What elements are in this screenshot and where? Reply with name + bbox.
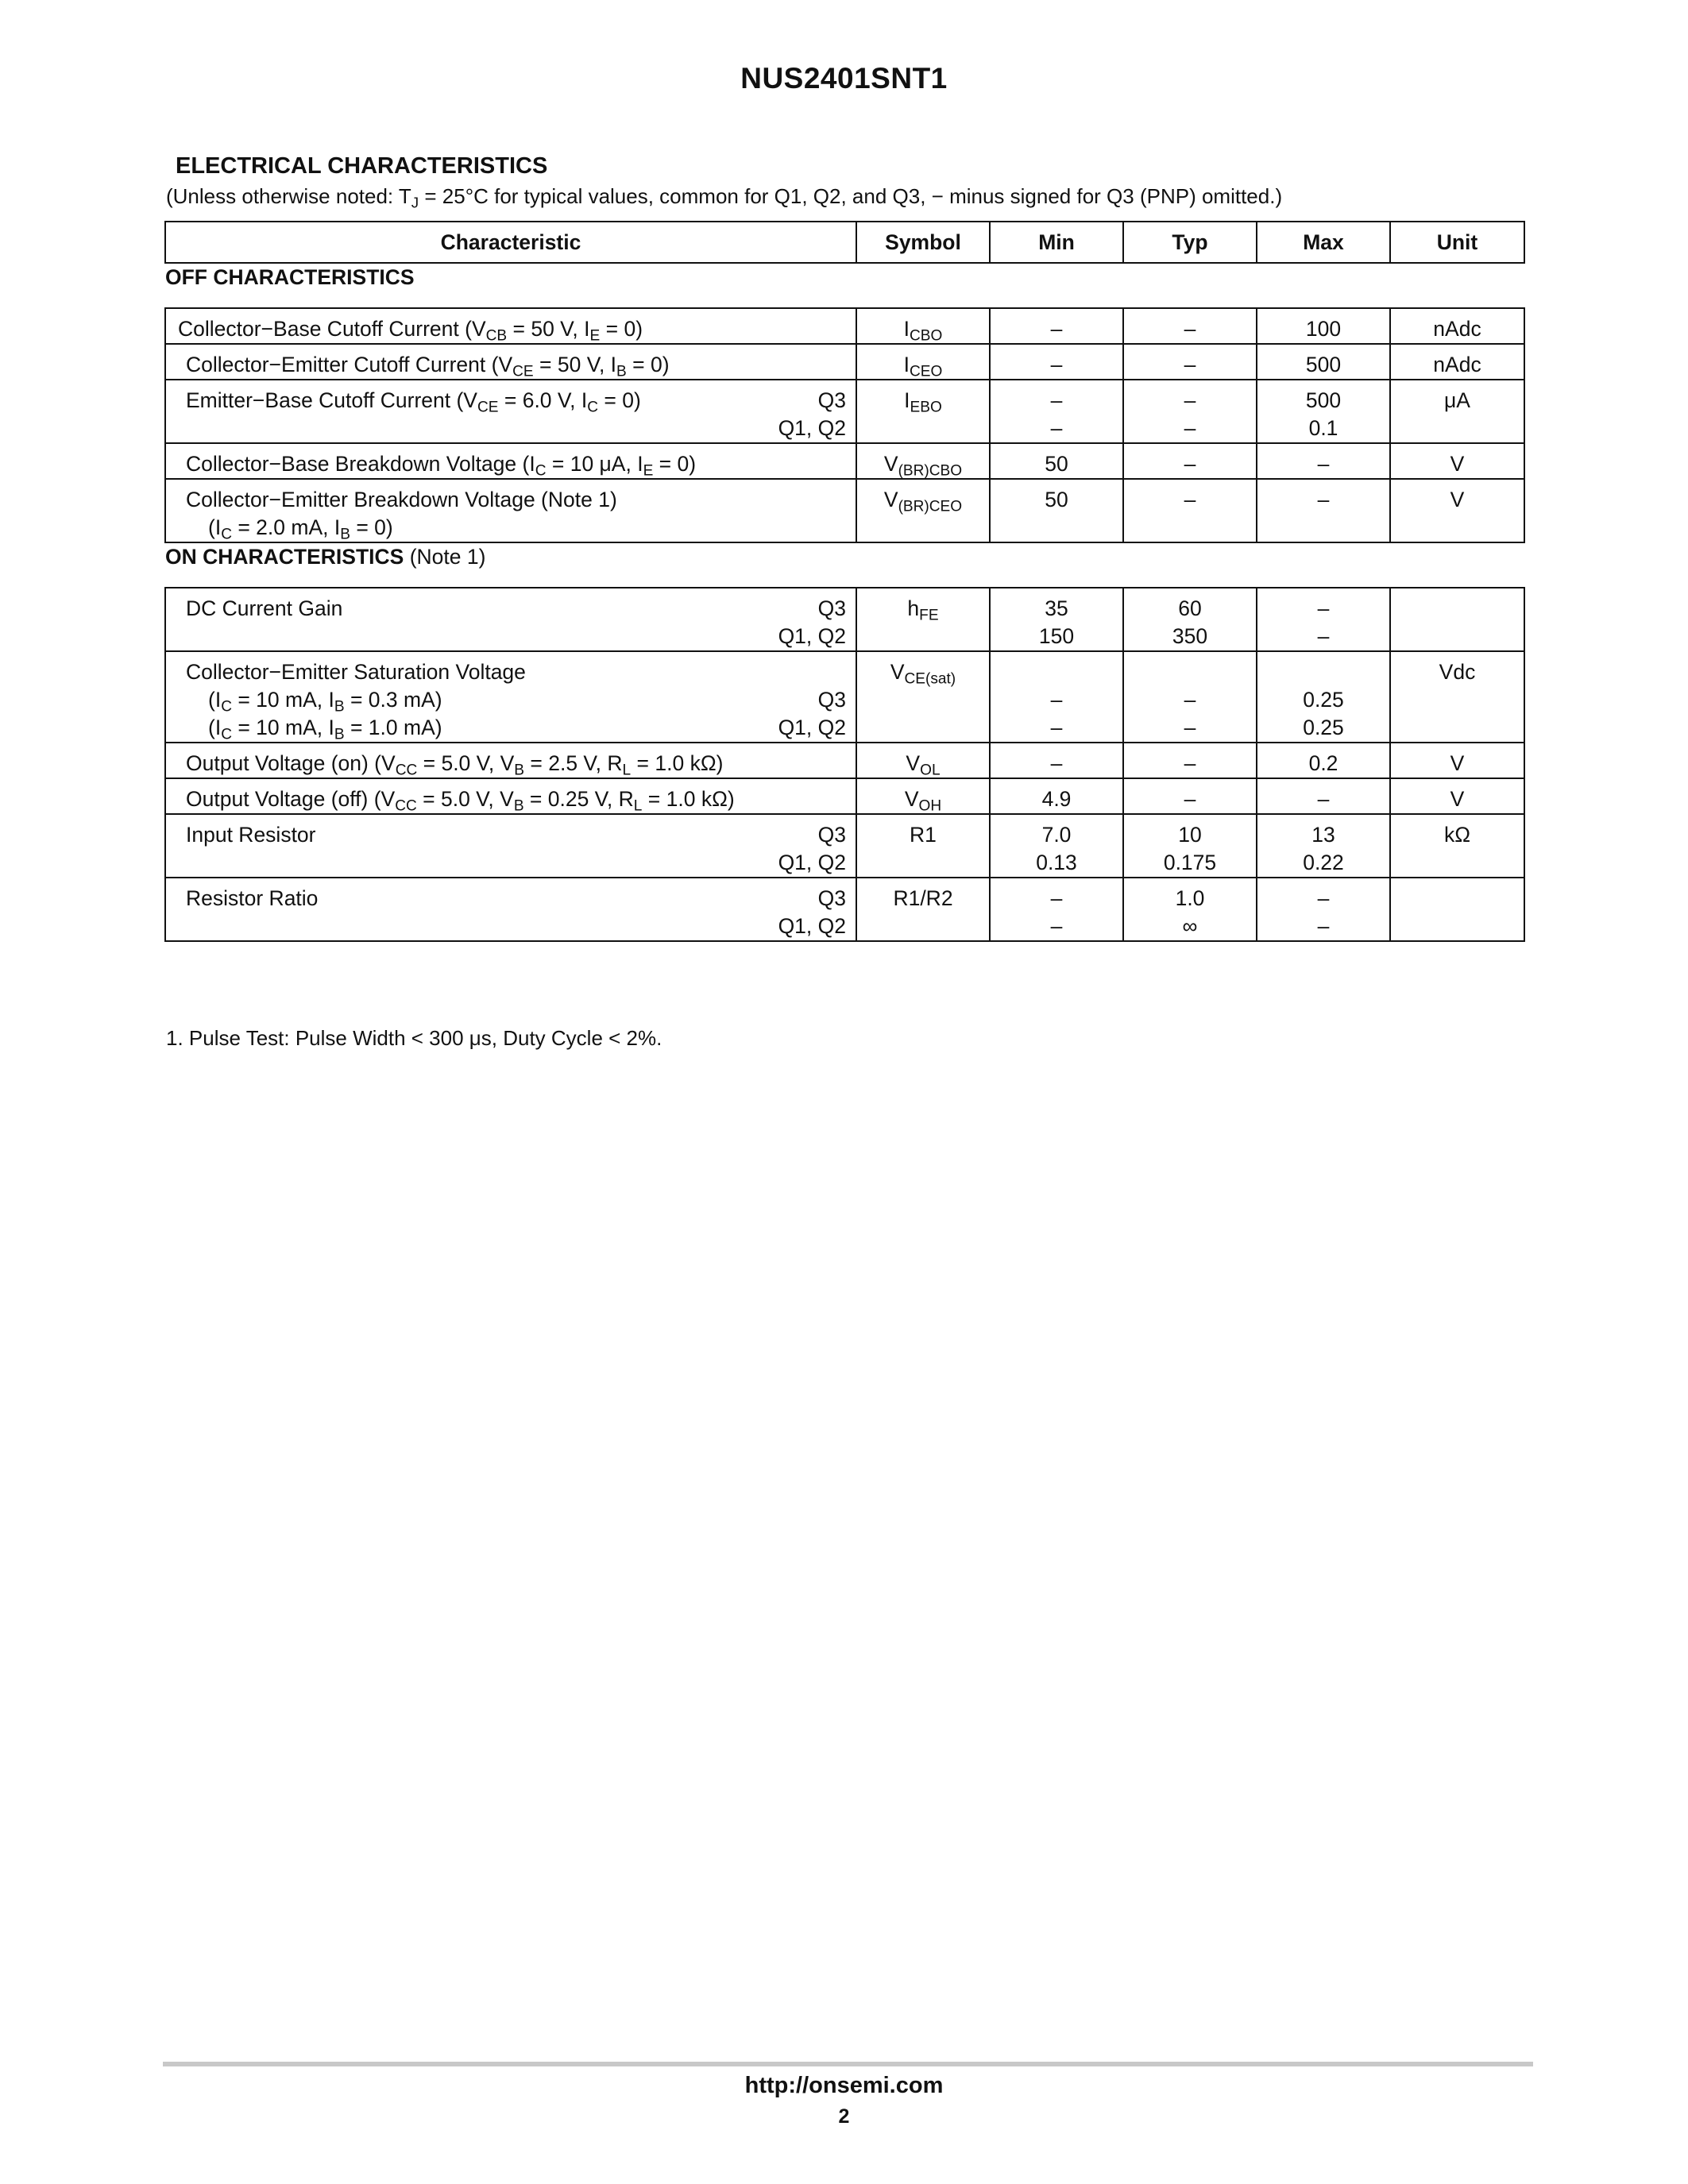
row-icbo-typ: [1123, 308, 1257, 344]
table-row: [165, 651, 1524, 743]
subscript: L: [633, 797, 643, 815]
row-vol-max: [1257, 743, 1390, 778]
typ-value: ∞: [1182, 914, 1198, 938]
max-value: 100: [1305, 317, 1342, 341]
table-row: [165, 380, 1524, 443]
row-hfe-min: [990, 588, 1123, 651]
text-run: = 0): [626, 353, 670, 376]
typ-value: 0.175: [1163, 851, 1217, 874]
text-run: = 10 mA, I: [231, 716, 334, 739]
device-tag: Q3: [817, 886, 846, 910]
text-run: I: [903, 353, 910, 376]
section-title-suffix: (Note 1): [404, 545, 486, 569]
row-icbo-unit: nAdc: [1390, 308, 1524, 344]
row-vol-unit: V: [1390, 743, 1524, 778]
row-voh-typ: [1123, 778, 1257, 814]
section-title: [165, 542, 1524, 588]
characteristic-line: [186, 486, 846, 514]
row-iceo-unit: nAdc: [1390, 344, 1524, 380]
text-run: I: [903, 317, 910, 341]
text-run: = 1.0 mA): [344, 716, 442, 739]
characteristic-line: [186, 885, 846, 913]
device-tag: Q1, Q2: [778, 914, 846, 938]
device-tag: Q1, Q2: [778, 716, 846, 739]
typ-value: 350: [1172, 624, 1208, 648]
subscript: (BR)CBO: [898, 462, 963, 480]
table-body: [165, 263, 1524, 941]
row-voh-symbol: [856, 778, 990, 814]
subscript: OL: [920, 762, 941, 779]
row-vbrceo-typ: [1123, 479, 1257, 542]
text-run: (I: [208, 688, 222, 712]
subscript: C: [221, 698, 232, 716]
characteristic-text: [186, 595, 342, 623]
subscript: CE: [512, 363, 534, 380]
section-row: [165, 542, 1524, 588]
characteristic-text: [186, 658, 526, 686]
row-vbrcbo-characteristic: [165, 443, 856, 479]
row-vbrceo-min: [990, 479, 1123, 542]
device-tag: Q1, Q2: [778, 624, 846, 648]
text-run: = 1.0 kΩ): [631, 751, 724, 775]
row-vcesat-typ: [1123, 651, 1257, 743]
subscript: B: [514, 762, 525, 779]
text-run: = 2.5 V, R: [524, 751, 623, 775]
characteristic-text: [186, 821, 316, 849]
section-title: [165, 263, 1524, 308]
row-voh-max: [1257, 778, 1390, 814]
table-row: [165, 743, 1524, 778]
characteristic-line: [186, 714, 846, 742]
row-vol-symbol: [856, 743, 990, 778]
row-icbo-characteristic: [165, 308, 856, 344]
characteristic-line: [178, 315, 846, 343]
text-run: Collector−Emitter Saturation Voltage: [186, 660, 526, 684]
subscript: E: [643, 462, 654, 480]
text-run: Output Voltage (off) (V: [186, 787, 396, 811]
typ-value: 10: [1178, 823, 1202, 847]
subscript: C: [535, 462, 547, 480]
row-r1-max: [1257, 814, 1390, 878]
page-number: 2: [838, 2105, 850, 2128]
table-row: [165, 588, 1524, 651]
row-vbrcbo-max: [1257, 443, 1390, 479]
min-value: 150: [1038, 624, 1075, 648]
min-value: –: [1050, 716, 1063, 739]
row-r1-typ: [1123, 814, 1257, 878]
max-value: 13: [1311, 823, 1335, 847]
conditions-note-pre: (Unless otherwise noted: T: [166, 184, 411, 208]
text-run: V: [883, 452, 898, 476]
header-symbol: Symbol: [856, 222, 990, 263]
text-run: = 0): [653, 452, 697, 476]
typ-value: 1.0: [1175, 886, 1205, 910]
min-value: 0.13: [1036, 851, 1077, 874]
characteristic-line: [186, 351, 846, 379]
row-voh-min: [990, 778, 1123, 814]
text-run: = 1.0 kΩ): [642, 787, 735, 811]
text-run: = 10 mA, I: [231, 688, 334, 712]
characteristic-line: [186, 750, 846, 778]
table-row: [165, 308, 1524, 344]
characteristic-line: [186, 450, 846, 478]
row-hfe-max: [1257, 588, 1390, 651]
min-value: –: [1050, 416, 1063, 440]
max-value: 500: [1305, 353, 1342, 376]
typ-value: –: [1184, 488, 1196, 511]
typ-value: –: [1184, 317, 1196, 341]
row-voh-characteristic: [165, 778, 856, 814]
row-icbo-max: [1257, 308, 1390, 344]
typ-value: 60: [1178, 596, 1202, 620]
subscript: CE: [477, 399, 499, 416]
row-vbrceo-symbol: [856, 479, 990, 542]
text-run: Input Resistor: [186, 823, 316, 847]
table-header-row: [165, 222, 1524, 263]
row-ratio-symbol: [856, 878, 990, 941]
text-run: (I: [208, 716, 222, 739]
row-voh-unit: V: [1390, 778, 1524, 814]
row-vol-typ: [1123, 743, 1257, 778]
text-run: = 0.3 mA): [344, 688, 442, 712]
max-value: 0.25: [1303, 688, 1344, 712]
row-r1-unit: kΩ: [1390, 814, 1524, 878]
min-value: [991, 658, 1122, 686]
text-run: Collector−Base Breakdown Voltage (I: [186, 452, 535, 476]
row-iceo-min: [990, 344, 1123, 380]
device-tag: Q3: [817, 823, 846, 847]
text-run: Collector−Emitter Breakdown Voltage (Note 1): [186, 488, 617, 511]
row-iebo-max: [1257, 380, 1390, 443]
row-vcesat-min: [990, 651, 1123, 743]
typ-value: –: [1184, 688, 1196, 712]
characteristic-line: [186, 595, 846, 623]
min-value: –: [1050, 317, 1063, 341]
conditions-note: [166, 184, 1282, 209]
min-value: –: [1050, 751, 1063, 775]
row-ratio-unit: [1390, 878, 1524, 941]
row-hfe-typ: [1123, 588, 1257, 651]
text-run: V: [904, 787, 919, 811]
min-value: –: [1050, 688, 1063, 712]
min-value: –: [1050, 886, 1063, 910]
max-value: –: [1317, 624, 1330, 648]
row-iebo-typ: [1123, 380, 1257, 443]
row-vol-min: [990, 743, 1123, 778]
characteristic-text: [186, 750, 723, 778]
section-title-text: OFF CHARACTERISTICS: [165, 265, 415, 289]
row-hfe-symbol: [856, 588, 990, 651]
text-run: = 0.25 V, R: [523, 787, 634, 811]
characteristic-line: [186, 913, 846, 940]
row-vbrceo-characteristic: [165, 479, 856, 542]
row-vbrcbo-typ: [1123, 443, 1257, 479]
min-value: –: [1050, 388, 1063, 412]
text-run: = 10 μA, I: [546, 452, 643, 476]
device-tag: Q3: [817, 596, 846, 620]
device-tag: Q1, Q2: [778, 851, 846, 874]
text-run: Resistor Ratio: [186, 886, 319, 910]
max-value: –: [1317, 488, 1330, 511]
text-run: V: [890, 660, 905, 684]
row-vbrcbo-min: [990, 443, 1123, 479]
subscript: L: [622, 762, 632, 779]
header-typ: Typ: [1123, 222, 1257, 263]
text-run: V: [906, 751, 921, 775]
row-hfe-unit: [1390, 588, 1524, 651]
typ-value: –: [1184, 787, 1196, 811]
characteristic-text: [186, 785, 735, 813]
subscript: B: [334, 698, 345, 716]
table-row: [165, 814, 1524, 878]
electrical-characteristics-table: [164, 221, 1525, 942]
characteristic-line: [186, 658, 846, 686]
row-iebo-characteristic: [165, 380, 856, 443]
row-iceo-characteristic: [165, 344, 856, 380]
text-run: = 0): [598, 388, 641, 412]
characteristic-text: [186, 450, 696, 478]
subscript: CC: [395, 762, 418, 779]
characteristic-text: [178, 315, 643, 343]
row-vcesat-unit: Vdc: [1390, 651, 1524, 743]
characteristic-line: [186, 623, 846, 650]
conditions-note-post: = 25°C for typical values, common for Q1, Q2, and Q3, − minus signed for Q3 (PNP) omitted.): [419, 184, 1283, 208]
subscript: B: [334, 726, 345, 743]
subscript: OH: [918, 797, 942, 815]
row-iebo-min: [990, 380, 1123, 443]
header-max: Max: [1257, 222, 1390, 263]
header-characteristic: Characteristic: [165, 222, 856, 263]
row-vbrceo-max: [1257, 479, 1390, 542]
max-value: –: [1317, 886, 1330, 910]
row-icbo-symbol: [856, 308, 990, 344]
row-vol-characteristic: [165, 743, 856, 778]
section-title-text: ON CHARACTERISTICS: [165, 545, 404, 569]
row-iceo-max: [1257, 344, 1390, 380]
max-value: [1257, 658, 1389, 686]
text-run: Output Voltage (on) (V: [186, 751, 396, 775]
subscript: FE: [919, 607, 939, 624]
characteristic-text: [186, 514, 393, 542]
text-run: = 2.0 mA, I: [231, 515, 341, 539]
row-ratio-max: [1257, 878, 1390, 941]
max-value: 0.2: [1308, 751, 1338, 775]
subscript: CEO: [910, 363, 943, 380]
subscript: CE(sat): [904, 670, 956, 688]
subscript: E: [589, 327, 601, 345]
row-hfe-characteristic: [165, 588, 856, 651]
min-value: –: [1050, 353, 1063, 376]
typ-value: –: [1184, 353, 1196, 376]
table-row: [165, 778, 1524, 814]
row-ratio-characteristic: [165, 878, 856, 941]
text-run: (I: [208, 515, 222, 539]
characteristic-text: [186, 885, 318, 913]
text-run: I: [904, 388, 910, 412]
row-vbrcbo-unit: V: [1390, 443, 1524, 479]
header-min: Min: [990, 222, 1123, 263]
row-iebo-symbol: [856, 380, 990, 443]
footnote: 1. Pulse Test: Pulse Width < 300 μs, Duty Cycle < 2%.: [166, 1026, 662, 1050]
text-run: = 50 V, I: [533, 353, 617, 376]
text-run: R1: [910, 823, 937, 847]
subscript: C: [221, 526, 232, 543]
min-value: 50: [1045, 488, 1068, 511]
text-run: = 0): [600, 317, 643, 341]
subscript: (BR)CEO: [898, 498, 963, 515]
max-value: –: [1317, 914, 1330, 938]
max-value: –: [1317, 596, 1330, 620]
row-vcesat-max: [1257, 651, 1390, 743]
subscript: C: [587, 399, 599, 416]
characteristic-line: [186, 514, 846, 542]
text-run: = 0): [350, 515, 393, 539]
section-row: [165, 263, 1524, 308]
subscript: C: [221, 726, 232, 743]
table-row: [165, 479, 1524, 542]
typ-value: –: [1184, 716, 1196, 739]
max-value: 0.1: [1308, 416, 1338, 440]
typ-value: –: [1184, 388, 1196, 412]
max-value: 0.25: [1303, 716, 1344, 739]
row-vbrcbo-symbol: [856, 443, 990, 479]
row-iceo-symbol: [856, 344, 990, 380]
row-r1-min: [990, 814, 1123, 878]
header-unit: Unit: [1390, 222, 1524, 263]
subscript: B: [513, 797, 524, 815]
device-tag: Q3: [817, 688, 846, 712]
typ-value: [1124, 658, 1256, 686]
text-run: DC Current Gain: [186, 596, 343, 620]
min-value: 50: [1045, 452, 1068, 476]
row-vbrceo-unit: V: [1390, 479, 1524, 542]
max-value: 500: [1305, 388, 1342, 412]
subscript: CC: [395, 797, 417, 815]
subscript: CB: [485, 327, 508, 345]
subscript: B: [616, 363, 627, 380]
text-run: = 50 V, I: [507, 317, 590, 341]
characteristic-line: [186, 387, 846, 415]
min-value: –: [1050, 914, 1063, 938]
section-heading: ELECTRICAL CHARACTERISTICS: [176, 153, 548, 179]
text-run: = 6.0 V, I: [498, 388, 588, 412]
characteristic-line: [186, 821, 846, 849]
characteristic-text: [186, 686, 442, 714]
characteristic-text: [186, 387, 641, 415]
conditions-note-sub: J: [411, 194, 419, 211]
row-icbo-min: [990, 308, 1123, 344]
text-run: R1/R2: [893, 886, 953, 910]
page-title: NUS2401SNT1: [740, 62, 948, 95]
text-run: Emitter−Base Cutoff Current (V: [186, 388, 477, 412]
text-run: V: [883, 488, 898, 511]
characteristic-text: [186, 714, 442, 742]
max-value: –: [1317, 787, 1330, 811]
device-tag: Q1, Q2: [778, 416, 846, 440]
row-ratio-min: [990, 878, 1123, 941]
row-iceo-typ: [1123, 344, 1257, 380]
characteristic-text: [186, 351, 670, 379]
text-run: h: [907, 596, 920, 620]
text-run: = 5.0 V, V: [416, 787, 514, 811]
footer-url: http://onsemi.com: [744, 2073, 944, 2098]
max-value: 0.22: [1303, 851, 1344, 874]
typ-value: –: [1184, 416, 1196, 440]
table-row: [165, 443, 1524, 479]
min-value: 7.0: [1041, 823, 1072, 847]
typ-value: –: [1184, 751, 1196, 775]
characteristic-line: [186, 849, 846, 877]
subscript: EBO: [910, 399, 942, 416]
table-row: [165, 878, 1524, 941]
text-run: Collector−Base Cutoff Current (V: [178, 317, 486, 341]
max-value: –: [1317, 452, 1330, 476]
text-run: Collector−Emitter Cutoff Current (V: [186, 353, 513, 376]
table-row: [165, 344, 1524, 380]
row-iebo-unit: μA: [1390, 380, 1524, 443]
row-ratio-typ: [1123, 878, 1257, 941]
typ-value: –: [1184, 452, 1196, 476]
footer-divider: [163, 2062, 1533, 2066]
characteristic-line: [186, 785, 846, 813]
characteristic-line: [186, 415, 846, 442]
min-value: 35: [1045, 596, 1068, 620]
subscript: B: [340, 526, 350, 543]
characteristic-text: [186, 486, 617, 514]
device-tag: Q3: [817, 388, 846, 412]
text-run: = 5.0 V, V: [417, 751, 515, 775]
subscript: CBO: [910, 327, 943, 345]
characteristic-line: [186, 686, 846, 714]
min-value: 4.9: [1041, 787, 1072, 811]
row-vcesat-characteristic: [165, 651, 856, 743]
row-r1-symbol: [856, 814, 990, 878]
row-vcesat-symbol: [856, 651, 990, 743]
row-r1-characteristic: [165, 814, 856, 878]
